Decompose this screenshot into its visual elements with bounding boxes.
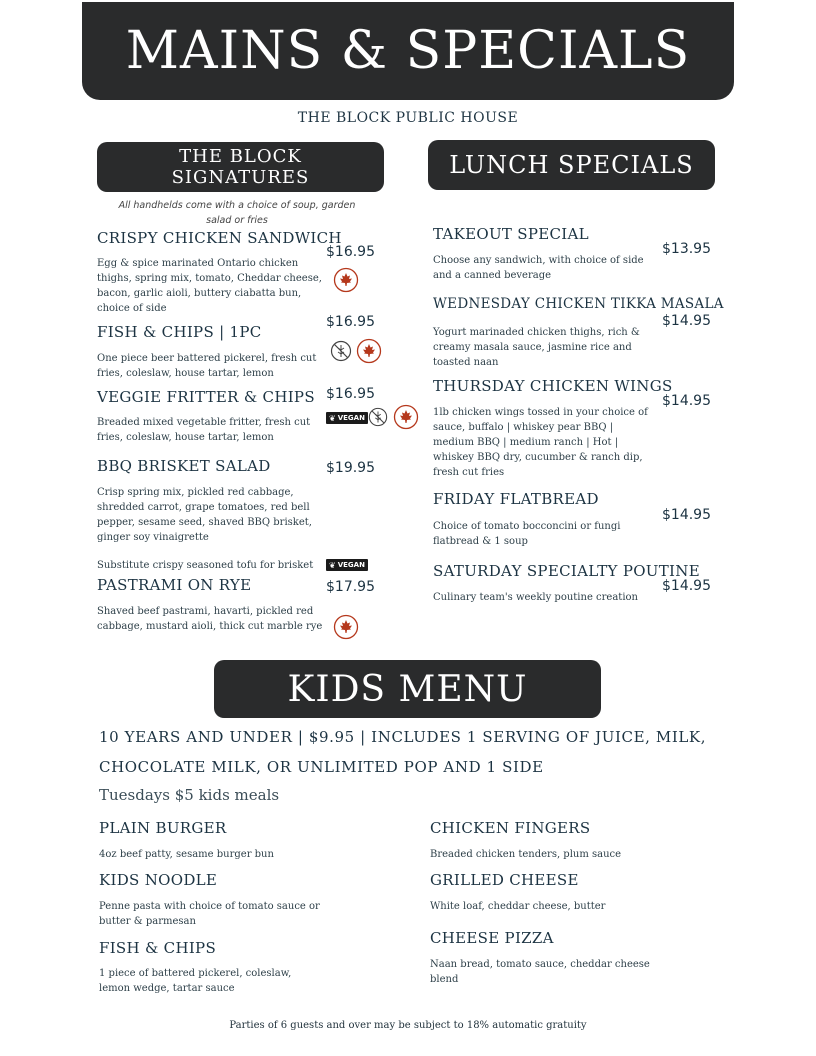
leaf-icon: ❦ xyxy=(329,560,336,570)
item-title: BBQ BRISKET SALAD xyxy=(97,457,271,475)
gratuity-note: Parties of 6 guests and over may be subject to 18% automatic gratuity xyxy=(229,1020,587,1031)
item-description: Shaved beef pastrami, havarti, pickled red cabbage, mustard aioli, thick cut marble rye xyxy=(97,606,323,632)
maple-leaf-icon xyxy=(356,338,382,368)
item-description: 1lb chicken wings tossed in your choice of sauce, buffalo | whiskey pear BBQ | medium BBQ | medium ranch | Hot | whiskey BBQ dry, cucumber & ranch dip, fresh cut fries xyxy=(433,407,648,478)
leaf-icon: ❦ xyxy=(329,413,336,423)
maple-leaf-icon xyxy=(393,404,419,434)
item-description: Choice of tomato bocconcini or fungi flatbread & 1 soup xyxy=(433,521,621,547)
item-title: THURSDAY CHICKEN WINGS xyxy=(433,377,673,395)
item-description: Breaded mixed vegetable fritter, fresh cut fries, coleslaw, house tartar, lemon xyxy=(97,417,311,443)
tuesday-promo: Tuesdays $5 kids meals xyxy=(99,786,280,804)
vegan-label: VEGAN xyxy=(337,561,365,569)
gluten-free-icon xyxy=(368,407,388,431)
item-title: GRILLED CHEESE xyxy=(430,871,579,889)
item-title: FRIDAY FLATBREAD xyxy=(433,490,599,508)
signatures-heading-line1: THE BLOCK xyxy=(179,146,302,167)
item-description: Penne pasta with choice of tomato sauce or butter & parmesan xyxy=(99,901,320,927)
item-description: Yogurt marinaded chicken thighs, rich & creamy masala sauce, jasmine rice and toasted naan xyxy=(433,327,640,368)
kids-menu-heading: KIDS MENU xyxy=(214,660,601,718)
signatures-heading-line2: SIGNATURES xyxy=(171,167,310,188)
maple-leaf-icon xyxy=(333,614,359,644)
item-title: PASTRAMI ON RYE xyxy=(97,576,252,594)
item-price: $16.95 xyxy=(326,386,375,402)
item-price: $13.95 xyxy=(662,241,711,257)
item-description: Breaded chicken tenders, plum sauce xyxy=(430,849,622,860)
item-title: CRISPY CHICKEN SANDWICH xyxy=(97,229,342,247)
item-price: $14.95 xyxy=(662,393,711,409)
item-title: FISH & CHIPS xyxy=(99,939,217,957)
item-title: WEDNESDAY CHICKEN TIKKA MASALA xyxy=(433,296,724,312)
item-title: CHICKEN FINGERS xyxy=(430,819,591,837)
signatures-heading xyxy=(97,142,384,192)
item-description: Crisp spring mix, pickled red cabbage, shredded carrot, grape tomatoes, red bell pepper, sesame seed, shaved BBQ brisket, ginger soy vinaigrette xyxy=(97,487,312,543)
item-price: $14.95 xyxy=(662,578,711,594)
item-title: TAKEOUT SPECIAL xyxy=(433,225,589,243)
restaurant-name: THE BLOCK PUBLIC HOUSE xyxy=(297,110,519,126)
item-description: Egg & spice marinated Ontario chicken thighs, spring mix, tomato, Cheddar cheese, bacon, garlic aioli, buttery ciabatta bun, choice of side xyxy=(97,258,322,314)
item-description: Choose any sandwich, with choice of side and a canned beverage xyxy=(433,255,644,281)
item-title: FISH & CHIPS | 1PC xyxy=(97,323,262,341)
item-price: $14.95 xyxy=(662,507,711,523)
handhelds-note: All handhelds come with a choice of soup, garden salad or fries xyxy=(118,200,356,226)
item-description: 1 piece of battered pickerel, coleslaw, lemon wedge, tartar sauce xyxy=(99,968,292,994)
item-price: $14.95 xyxy=(662,313,711,329)
vegan-badge xyxy=(326,559,368,571)
item-description: Naan bread, tomato sauce, cheddar cheese blend xyxy=(430,959,650,985)
lunch-specials-heading: LUNCH SPECIALS xyxy=(428,140,715,190)
gluten-free-icon xyxy=(330,340,352,366)
item-price: $16.95 xyxy=(326,314,375,330)
item-title: CHEESE PIZZA xyxy=(430,929,554,947)
substitute-note: Substitute crispy seasoned tofu for brisket xyxy=(97,560,314,571)
maple-leaf-icon xyxy=(333,267,359,297)
vegan-label: VEGAN xyxy=(337,414,365,422)
item-price: $16.95 xyxy=(326,244,375,260)
item-description: 4oz beef patty, sesame burger bun xyxy=(99,849,274,860)
item-price: $19.95 xyxy=(326,460,375,476)
vegan-badge xyxy=(326,412,368,424)
item-title: VEGGIE FRITTER & CHIPS xyxy=(97,388,315,406)
item-description: Culinary team's weekly poutine creation xyxy=(433,592,638,603)
kids-info-line2: CHOCOLATE MILK, OR UNLIMITED POP AND 1 SIDE xyxy=(99,758,544,776)
item-price: $17.95 xyxy=(326,579,375,595)
item-description: White loaf, cheddar cheese, butter xyxy=(430,901,606,912)
item-description: One piece beer battered pickerel, fresh cut fries, coleslaw, house tartar, lemon xyxy=(97,353,317,379)
item-title: SATURDAY SPECIALTY POUTINE xyxy=(433,562,700,580)
item-title: PLAIN BURGER xyxy=(99,819,227,837)
kids-info-line1: 10 YEARS AND UNDER | $9.95 | INCLUDES 1 SERVING OF JUICE, MILK, xyxy=(99,728,707,746)
page-title: MAINS & SPECIALS xyxy=(82,2,734,100)
item-title: KIDS NOODLE xyxy=(99,871,218,889)
